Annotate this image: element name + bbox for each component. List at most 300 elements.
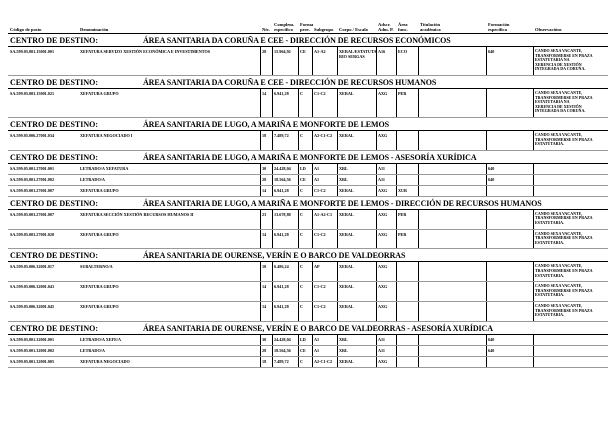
column-rule — [337, 47, 338, 75]
centro-destino-label: CENTRO DE DESTINO: — [10, 251, 99, 261]
column-rule — [260, 302, 261, 321]
cell-subgrupo: C1-C2 — [314, 91, 326, 96]
centro-destino-title: ÁREA SANITARIA DA CORUÑA E CEE - DIRECCIÓN DE RECURSOS ECONÓMICOS — [143, 36, 451, 45]
cell-codigo: SA.599.05.006.32001.045 — [10, 303, 55, 309]
cell-denominacion: LETRADO/A XEFE/A — [80, 336, 122, 342]
cell-area: XUR — [398, 187, 408, 193]
column-rule — [418, 302, 419, 321]
table-row — [8, 210, 608, 230]
cell-denominacion: XEFATURA GRUPO — [80, 91, 119, 96]
column-rule — [486, 230, 487, 249]
column-rule — [418, 175, 419, 185]
cell-complem: 15.964,92 — [274, 49, 291, 54]
column-rule — [312, 186, 313, 196]
cell-observacions: CANDO SEXA VACANTE, TRANSFORMERSE EN PRAZA ESTATUTARIA. — [535, 263, 593, 278]
cell-complem: 6.941,28 — [274, 303, 289, 309]
table-row — [8, 164, 608, 175]
cell-complem: 13.678,80 — [274, 211, 291, 217]
column-rule — [312, 164, 313, 174]
column-rule — [418, 357, 419, 367]
column-rule — [533, 210, 534, 229]
cell-nivel: 14 — [262, 187, 267, 193]
cell-subgrupo: C1-C2 — [314, 303, 326, 309]
column-rule — [486, 282, 487, 301]
column-rule — [486, 302, 487, 321]
cell-complem: 6.941,28 — [274, 91, 289, 96]
column-rule — [396, 302, 397, 321]
column-rule — [396, 131, 397, 150]
column-rule — [312, 335, 313, 345]
table-row — [8, 175, 608, 186]
table-body — [8, 35, 608, 368]
column-header-forma: Forma prov. — [300, 22, 314, 32]
cell-forma: C — [300, 284, 304, 290]
cell-subgrupo: A1-A2-C1 — [314, 211, 333, 217]
column-rule — [337, 164, 338, 174]
cell-adscr: A11 — [378, 176, 385, 182]
cell-corpo: XERAL — [339, 358, 354, 364]
cell-corpo: XERAL — [339, 303, 354, 309]
cell-nivel: 14 — [262, 284, 267, 290]
centro-destino-heading — [8, 119, 608, 131]
cell-nivel: 14 — [262, 91, 267, 96]
column-rule — [486, 346, 487, 356]
column-rule — [272, 47, 273, 75]
column-rule — [312, 210, 313, 229]
table-row — [8, 186, 608, 197]
cell-corpo: XERAL/ESTATUTA RIO SERGAS — [339, 49, 377, 59]
cell-nivel: 18 — [262, 133, 267, 138]
cell-nivel: 10 — [262, 264, 267, 270]
column-rule — [396, 262, 397, 281]
centro-destino-heading — [8, 152, 608, 164]
column-rule — [272, 346, 273, 356]
column-rule — [418, 346, 419, 356]
cell-nivel: 30 — [262, 165, 267, 171]
cell-corpo: XERAL — [339, 231, 354, 237]
cell-denominacion: XEFATURA GRUPO — [80, 187, 119, 193]
column-rule — [272, 131, 273, 150]
column-rule — [486, 47, 487, 75]
column-rule — [298, 131, 299, 150]
column-rule — [486, 262, 487, 281]
cell-codigo: SA.599.05.006.32001.017 — [10, 264, 55, 270]
column-rule — [418, 210, 419, 229]
column-rule — [312, 357, 313, 367]
cell-denominacion: XEFATURA GRUPO — [80, 303, 119, 309]
column-rule — [337, 230, 338, 249]
cell-subgrupo: C1-C2 — [314, 284, 326, 290]
column-rule — [533, 175, 534, 185]
column-rule — [486, 335, 487, 345]
cell-subgrupo: A1 — [314, 165, 320, 171]
cell-complem: 6.486,24 — [274, 264, 289, 270]
cell-observacions: CANDO SEXA VACANTE, TRANSFORMERSE EN PRAZA ESTATUTARIA NA XERENCIA DE XESTIÓN INTEGRADA DA CORUÑA. — [535, 90, 593, 114]
column-rule — [396, 89, 397, 117]
centro-destino-title: ÁREA SANITARIA DA CORUÑA E CEE - DIRECCIÓN DE RECURSOS HUMANOS — [143, 78, 437, 87]
table-row — [8, 47, 608, 76]
cell-corpo: XERAL — [339, 187, 354, 193]
column-rule — [486, 210, 487, 229]
cell-codigo: SA.599.05.006.32001.043 — [10, 284, 55, 290]
cell-denominacion: LETRADO/A XEFATURA — [80, 165, 129, 171]
column-rule — [260, 357, 261, 367]
table-row — [8, 262, 608, 282]
centro-destino-label: CENTRO DE DESTINO: — [10, 78, 99, 87]
column-rule — [298, 230, 299, 249]
cell-codigo: SA.599.05.001.32001.002 — [10, 347, 55, 353]
cell-nivel: 23 — [262, 211, 267, 217]
column-rule — [312, 175, 313, 185]
column-rule — [298, 89, 299, 117]
column-rule — [337, 175, 338, 185]
column-rule — [486, 164, 487, 174]
column-rule — [486, 89, 487, 117]
cell-complem: 6.941,28 — [274, 284, 289, 290]
table-row — [8, 230, 608, 250]
cell-denominacion: LETRADO/A — [80, 176, 105, 182]
cell-codigo: SA.599.05.001.27001.001 — [10, 165, 55, 171]
column-rule — [533, 164, 534, 174]
column-rule — [312, 89, 313, 117]
column-rule — [337, 335, 338, 345]
cell-forma: C — [300, 133, 304, 138]
column-rule — [376, 335, 377, 345]
cell-adscr: AXG — [378, 284, 388, 290]
column-rule — [298, 357, 299, 367]
document-page — [8, 8, 608, 368]
column-rule — [396, 357, 397, 367]
column-rule — [298, 210, 299, 229]
cell-denominacion: SUBALTERNO/A — [80, 264, 113, 270]
cell-codigo: SA.599.05.001.15001.001 — [10, 49, 55, 54]
column-rule — [260, 210, 261, 229]
cell-formacion: 640 — [488, 176, 495, 182]
column-header-area: Área func. — [398, 22, 408, 32]
cell-forma: CE — [300, 347, 306, 353]
column-rule — [298, 164, 299, 174]
column-rule — [396, 282, 397, 301]
cell-subgrupo: C1-C2 — [314, 187, 326, 193]
column-rule — [396, 175, 397, 185]
column-header-complem: Complem. específico — [274, 22, 295, 32]
column-rule — [260, 346, 261, 356]
column-rule — [533, 47, 534, 75]
table-row — [8, 335, 608, 346]
table-row — [8, 357, 608, 368]
centro-destino-heading — [8, 250, 608, 262]
column-rule — [418, 131, 419, 150]
column-rule — [376, 302, 377, 321]
column-rule — [298, 47, 299, 75]
centro-destino-label: CENTRO DE DESTINO: — [10, 120, 99, 129]
cell-codigo: SA.599.05.001.32001.005 — [10, 358, 55, 364]
column-rule — [376, 131, 377, 150]
column-rule — [376, 346, 377, 356]
column-rule — [260, 89, 261, 117]
centro-destino-label: CENTRO DE DESTINO: — [10, 36, 99, 45]
column-rule — [396, 164, 397, 174]
column-rule — [337, 346, 338, 356]
cell-forma: CE — [300, 176, 306, 182]
column-header-adscr: Adscr. Adm. P. — [378, 22, 394, 32]
column-rule — [272, 335, 273, 345]
column-header-titulacion: Titulación académica — [420, 22, 441, 32]
column-rule — [337, 89, 338, 117]
column-rule — [298, 175, 299, 185]
cell-complem: 7.489,72 — [274, 358, 289, 364]
cell-complem: 6.941,28 — [274, 187, 289, 193]
cell-corpo: XRL — [339, 347, 348, 353]
column-rule — [298, 262, 299, 281]
column-rule — [376, 89, 377, 117]
column-rule — [312, 262, 313, 281]
column-rule — [312, 282, 313, 301]
column-header-codigo: Código de posto — [10, 27, 42, 32]
cell-subgrupo: A1 — [314, 176, 320, 182]
cell-codigo: SA.599.05.001.27001.002 — [10, 176, 55, 182]
cell-corpo: XRL — [339, 176, 348, 182]
centro-destino-title: ÁREA SANITARIA DE LUGO, A MARIÑA E MONFORTE DE LEMOS — [143, 120, 389, 129]
column-header-observacions: Observacións — [535, 27, 562, 32]
column-rule — [418, 186, 419, 196]
cell-subgrupo: A2-C1-C2 — [314, 133, 333, 138]
column-rule — [260, 47, 261, 75]
column-rule — [272, 230, 273, 249]
column-rule — [272, 262, 273, 281]
cell-forma: LD — [300, 336, 306, 342]
cell-corpo: XERAL — [339, 284, 354, 290]
cell-nivel: 14 — [262, 231, 267, 237]
cell-denominacion: XEFATURA SERVIZO XESTIÓN ECONÓMICA E INVESTIMENTOS — [80, 49, 211, 54]
column-rule — [533, 282, 534, 301]
cell-subgrupo: A1-A2 — [314, 49, 326, 54]
column-rule — [260, 175, 261, 185]
cell-corpo: XERAL — [339, 91, 354, 96]
column-rule — [486, 131, 487, 150]
cell-adscr: A11 — [378, 336, 385, 342]
table-row — [8, 89, 608, 118]
cell-forma: C — [300, 211, 304, 217]
cell-forma: C — [300, 91, 304, 96]
cell-adscr: AXG — [378, 133, 388, 138]
cell-subgrupo: C1-C2 — [314, 231, 326, 237]
cell-complem: 24.428,04 — [274, 336, 291, 342]
cell-area: PER — [398, 91, 407, 96]
cell-denominacion: LETRADO/A — [80, 347, 105, 353]
column-rule — [533, 335, 534, 345]
column-rule — [533, 131, 534, 150]
column-rule — [418, 230, 419, 249]
column-rule — [337, 302, 338, 321]
column-rule — [376, 262, 377, 281]
cell-complem: 18.564,56 — [274, 176, 291, 182]
cell-complem: 18.564,56 — [274, 347, 291, 353]
column-rule — [376, 230, 377, 249]
column-rule — [260, 164, 261, 174]
cell-complem: 7.489,72 — [274, 133, 289, 138]
cell-corpo: XRL — [339, 165, 348, 171]
column-rule — [533, 302, 534, 321]
column-rule — [376, 186, 377, 196]
cell-adscr: AXG — [378, 211, 388, 217]
cell-denominacion: XEFATURA GRUPO — [80, 284, 119, 290]
cell-nivel: 14 — [262, 303, 267, 309]
column-rule — [396, 230, 397, 249]
cell-codigo: SA.599.05.003.15001.021 — [10, 91, 55, 96]
column-rule — [533, 346, 534, 356]
column-rule — [272, 175, 273, 185]
column-rule — [312, 346, 313, 356]
cell-subgrupo: AP — [314, 264, 320, 270]
cell-adscr: AXG — [378, 187, 388, 193]
cell-complem: 6.941,28 — [274, 231, 289, 237]
cell-observacions: CANDO SEXA VACANTE, TRANSFORMERSE EN PRAZA ESTATUTARIA. — [535, 283, 593, 298]
cell-adscr: AXG — [378, 91, 388, 96]
cell-forma: CE — [300, 49, 306, 54]
column-rule — [486, 175, 487, 185]
column-rule — [418, 282, 419, 301]
column-rule — [298, 302, 299, 321]
cell-forma: C — [300, 231, 304, 237]
column-rule — [337, 282, 338, 301]
centro-destino-title: ÁREA SANITARIA DE OURENSE, VERÍN E O BARCO DE VALDEORRAS - ASESORÍA XURÍDICA — [143, 323, 493, 333]
column-rule — [272, 357, 273, 367]
column-rule — [312, 230, 313, 249]
column-rule — [376, 175, 377, 185]
cell-denominacion: XEFATURA SECCIÓN XESTIÓN RECURSOS HUMANOS II — [80, 211, 194, 217]
centro-destino-label: CENTRO DE DESTINO: — [10, 152, 99, 162]
cell-observacions: CANDO SEXA VACANTE, TRANSFORMERSE EN PRAZA ESTATUTARIA NA XERENCIA DE XESTIÓN INTEGRADA DA CORUÑA. — [535, 48, 593, 72]
column-rule — [396, 47, 397, 75]
cell-denominacion: XEFATURA NEGOCIADO I — [80, 133, 133, 138]
column-rule — [376, 210, 377, 229]
cell-forma: C — [300, 264, 304, 270]
cell-nivel: 28 — [262, 49, 267, 54]
column-rule — [396, 335, 397, 345]
cell-complem: 24.428,04 — [274, 165, 291, 171]
column-rule — [298, 282, 299, 301]
centro-destino-heading — [8, 198, 608, 210]
cell-corpo: XERAL — [339, 264, 354, 270]
column-rule — [337, 131, 338, 150]
column-rule — [337, 262, 338, 281]
cell-forma: LD — [300, 165, 306, 171]
column-rule — [298, 346, 299, 356]
cell-subgrupo: A1 — [314, 336, 320, 342]
column-rule — [312, 302, 313, 321]
column-rule — [533, 357, 534, 367]
cell-forma: C — [300, 303, 304, 309]
cell-adscr: AXG — [378, 303, 388, 309]
column-header-formacion: Formación específica — [488, 22, 510, 32]
column-rule — [272, 164, 273, 174]
column-rule — [337, 186, 338, 196]
cell-forma: C — [300, 187, 304, 193]
cell-observacions: CANDO SEXA VACANTE, TRANSFORMERSE EN PRAZA ESTATUTARIA. — [535, 230, 593, 245]
table-header — [8, 8, 608, 34]
centro-destino-title: ÁREA SANITARIA DE OURENSE, VERÍN E O BARCO DE VALDEORRAS — [143, 251, 406, 261]
column-rule — [418, 164, 419, 174]
column-rule — [486, 186, 487, 196]
column-rule — [533, 230, 534, 249]
column-rule — [396, 346, 397, 356]
column-rule — [298, 335, 299, 345]
cell-corpo: XERAL — [339, 133, 354, 138]
column-rule — [260, 186, 261, 196]
cell-subgrupo: A2-C1-C2 — [314, 358, 333, 364]
cell-corpo: XERAL — [339, 211, 354, 217]
column-rule — [533, 89, 534, 117]
cell-formacion: 640 — [488, 49, 495, 54]
column-rule — [418, 89, 419, 117]
cell-nivel: 30 — [262, 336, 267, 342]
centro-destino-heading — [8, 35, 608, 47]
column-rule — [396, 210, 397, 229]
centro-destino-title: ÁREA SANITARIA DE LUGO, A MARIÑA E MONFORTE DE LEMOS - ASESORÍA XURÍDICA — [143, 152, 477, 162]
cell-adscr: A11 — [378, 165, 385, 171]
cell-observacions: CANDO SEXA VACANTE, TRANSFORMERSE EN PRAZA ESTATUTARIA. — [535, 210, 593, 225]
column-rule — [272, 186, 273, 196]
column-rule — [376, 357, 377, 367]
cell-observacions: CANDO SEXA VACANTE, TRANSFORMERSE EN PRAZA ESTATUTARIA. — [535, 132, 593, 147]
cell-adscr: A16 — [378, 49, 386, 54]
cell-codigo: SA.599.05.003.27001.007 — [10, 211, 55, 217]
table-row — [8, 302, 608, 322]
column-rule — [376, 282, 377, 301]
column-header-subgrupo: Subgrupo — [314, 27, 334, 32]
column-rule — [260, 131, 261, 150]
column-rule — [260, 230, 261, 249]
column-rule — [260, 262, 261, 281]
cell-area: PER — [398, 211, 407, 217]
cell-codigo: SA.599.05.001.27001.007 — [10, 187, 55, 193]
cell-area: ECO — [398, 49, 408, 54]
column-rule — [272, 210, 273, 229]
column-rule — [533, 186, 534, 196]
column-rule — [396, 186, 397, 196]
cell-codigo: SA.599.05.006.27001.034 — [10, 133, 55, 138]
centro-destino-heading — [8, 77, 608, 89]
table-row — [8, 346, 608, 357]
column-rule — [260, 335, 261, 345]
column-rule — [376, 164, 377, 174]
cell-subgrupo: A1 — [314, 347, 320, 353]
centro-destino-title: ÁREA SANITARIA DE LUGO, A MARIÑA E MONFORTE DE LEMOS - DIRECCIÓN DE RECURSOS HUMANOS — [143, 198, 542, 208]
column-header-corpo: Corpo / Escala — [339, 27, 368, 32]
table-row — [8, 131, 608, 151]
centro-destino-label: CENTRO DE DESTINO: — [10, 323, 99, 333]
cell-adscr: A11 — [378, 347, 385, 353]
cell-corpo: XRL — [339, 336, 348, 342]
column-rule — [337, 357, 338, 367]
cell-adscr: AXG — [378, 358, 388, 364]
cell-nivel: 18 — [262, 358, 267, 364]
cell-nivel: 28 — [262, 347, 267, 353]
column-rule — [272, 282, 273, 301]
column-header-nivel: Nív. — [262, 27, 270, 32]
table-row — [8, 282, 608, 302]
cell-formacion: 640 — [488, 165, 495, 171]
column-rule — [312, 47, 313, 75]
cell-adscr: AXG — [378, 264, 388, 270]
cell-area: PER — [398, 231, 407, 237]
column-rule — [486, 357, 487, 367]
cell-observacions: CANDO SEXA VACANTE, TRANSFORMERSE EN PRAZA ESTATUTARIA. — [535, 302, 593, 318]
column-rule — [418, 335, 419, 345]
cell-formacion: 640 — [488, 336, 495, 342]
column-header-denominacion: Denominación — [80, 27, 109, 32]
